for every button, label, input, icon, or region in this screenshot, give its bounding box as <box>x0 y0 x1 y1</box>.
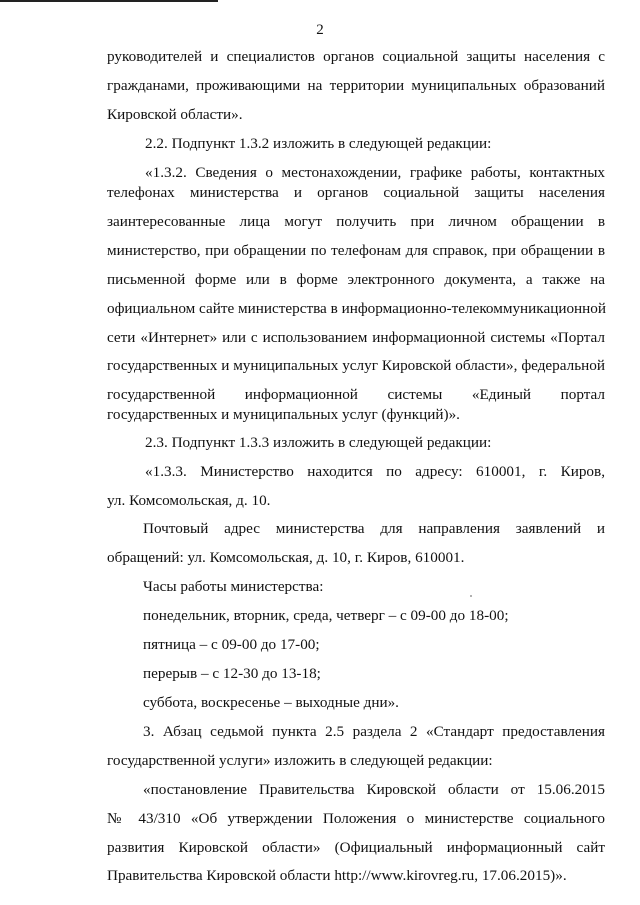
text-line: телефонах министерства и органов социальной защиты населения <box>107 184 605 201</box>
text-line: «постановление Правительства Кировской области от 15.06.2015 <box>143 781 605 798</box>
scan-speck <box>470 595 472 597</box>
text-line: «1.3.3. Министерство находится по адресу: 610001, г. Киров, <box>145 463 605 480</box>
text-line: 2.2. Подпункт 1.3.2 изложить в следующей редакции: <box>145 135 492 152</box>
text-line: «1.3.2. Сведения о местонахождении, графике работы, контактных <box>145 164 605 181</box>
text-line: 2.3. Подпункт 1.3.3 изложить в следующей редакции: <box>145 434 492 451</box>
text-line: гражданами, проживающими на территории муниципальных образований <box>107 77 605 94</box>
text-line: ул. Комсомольская, д. 10. <box>107 492 271 509</box>
text-line: № 43/310 «Об утверждении Положения о министерстве социального <box>107 810 605 827</box>
text-line: заинтересованные лица могут получить при личном обращении в <box>107 213 605 230</box>
text-line: перерыв – с 12-30 до 13-18; <box>143 665 321 682</box>
text-line: обращений: ул. Комсомольская, д. 10, г. Киров, 610001. <box>107 549 465 566</box>
text-line: официальном сайте министерства в информационно-телекоммуникационной <box>107 300 607 317</box>
text-line: 3. Абзац седьмой пункта 2.5 раздела 2 «Стандарт предоставления <box>143 723 605 740</box>
text-line: пятница – с 09-00 до 17-00; <box>143 636 320 653</box>
text-line: руководителей и специалистов органов социальной защиты населения с <box>107 48 605 65</box>
page-number: 2 <box>316 22 324 38</box>
top-rule <box>0 0 218 2</box>
text-line: суббота, воскресенье – выходные дни». <box>143 694 399 711</box>
text-line: государственной услуги» изложить в следующей редакции: <box>107 752 493 769</box>
text-line: письменной форме или в форме электронного документа, а также на <box>107 271 605 288</box>
text-line: развития Кировской области» (Официальный информационный сайт <box>107 839 605 856</box>
text-line: Часы работы министерства: <box>143 578 324 595</box>
text-line: государственных и муниципальных услуг (функций)». <box>107 406 460 423</box>
text-line: государственных и муниципальных услуг Кировской области», федеральной <box>107 357 605 374</box>
text-line: сети «Интернет» или с использованием информационной системы «Портал <box>107 329 605 346</box>
text-line: понедельник, вторник, среда, четверг – с 09-00 до 18-00; <box>143 607 509 624</box>
text-line: Почтовый адрес министерства для направления заявлений и <box>143 520 605 537</box>
text-line: министерство, при обращении по телефонам для справок, при обращении в <box>107 242 605 259</box>
text-line: государственной информационной системы «Единый портал <box>107 386 605 403</box>
text-line: Правительства Кировской области http://www.kirovreg.ru, 17.06.2015)». <box>107 867 567 884</box>
text-line: Кировской области». <box>107 106 243 123</box>
